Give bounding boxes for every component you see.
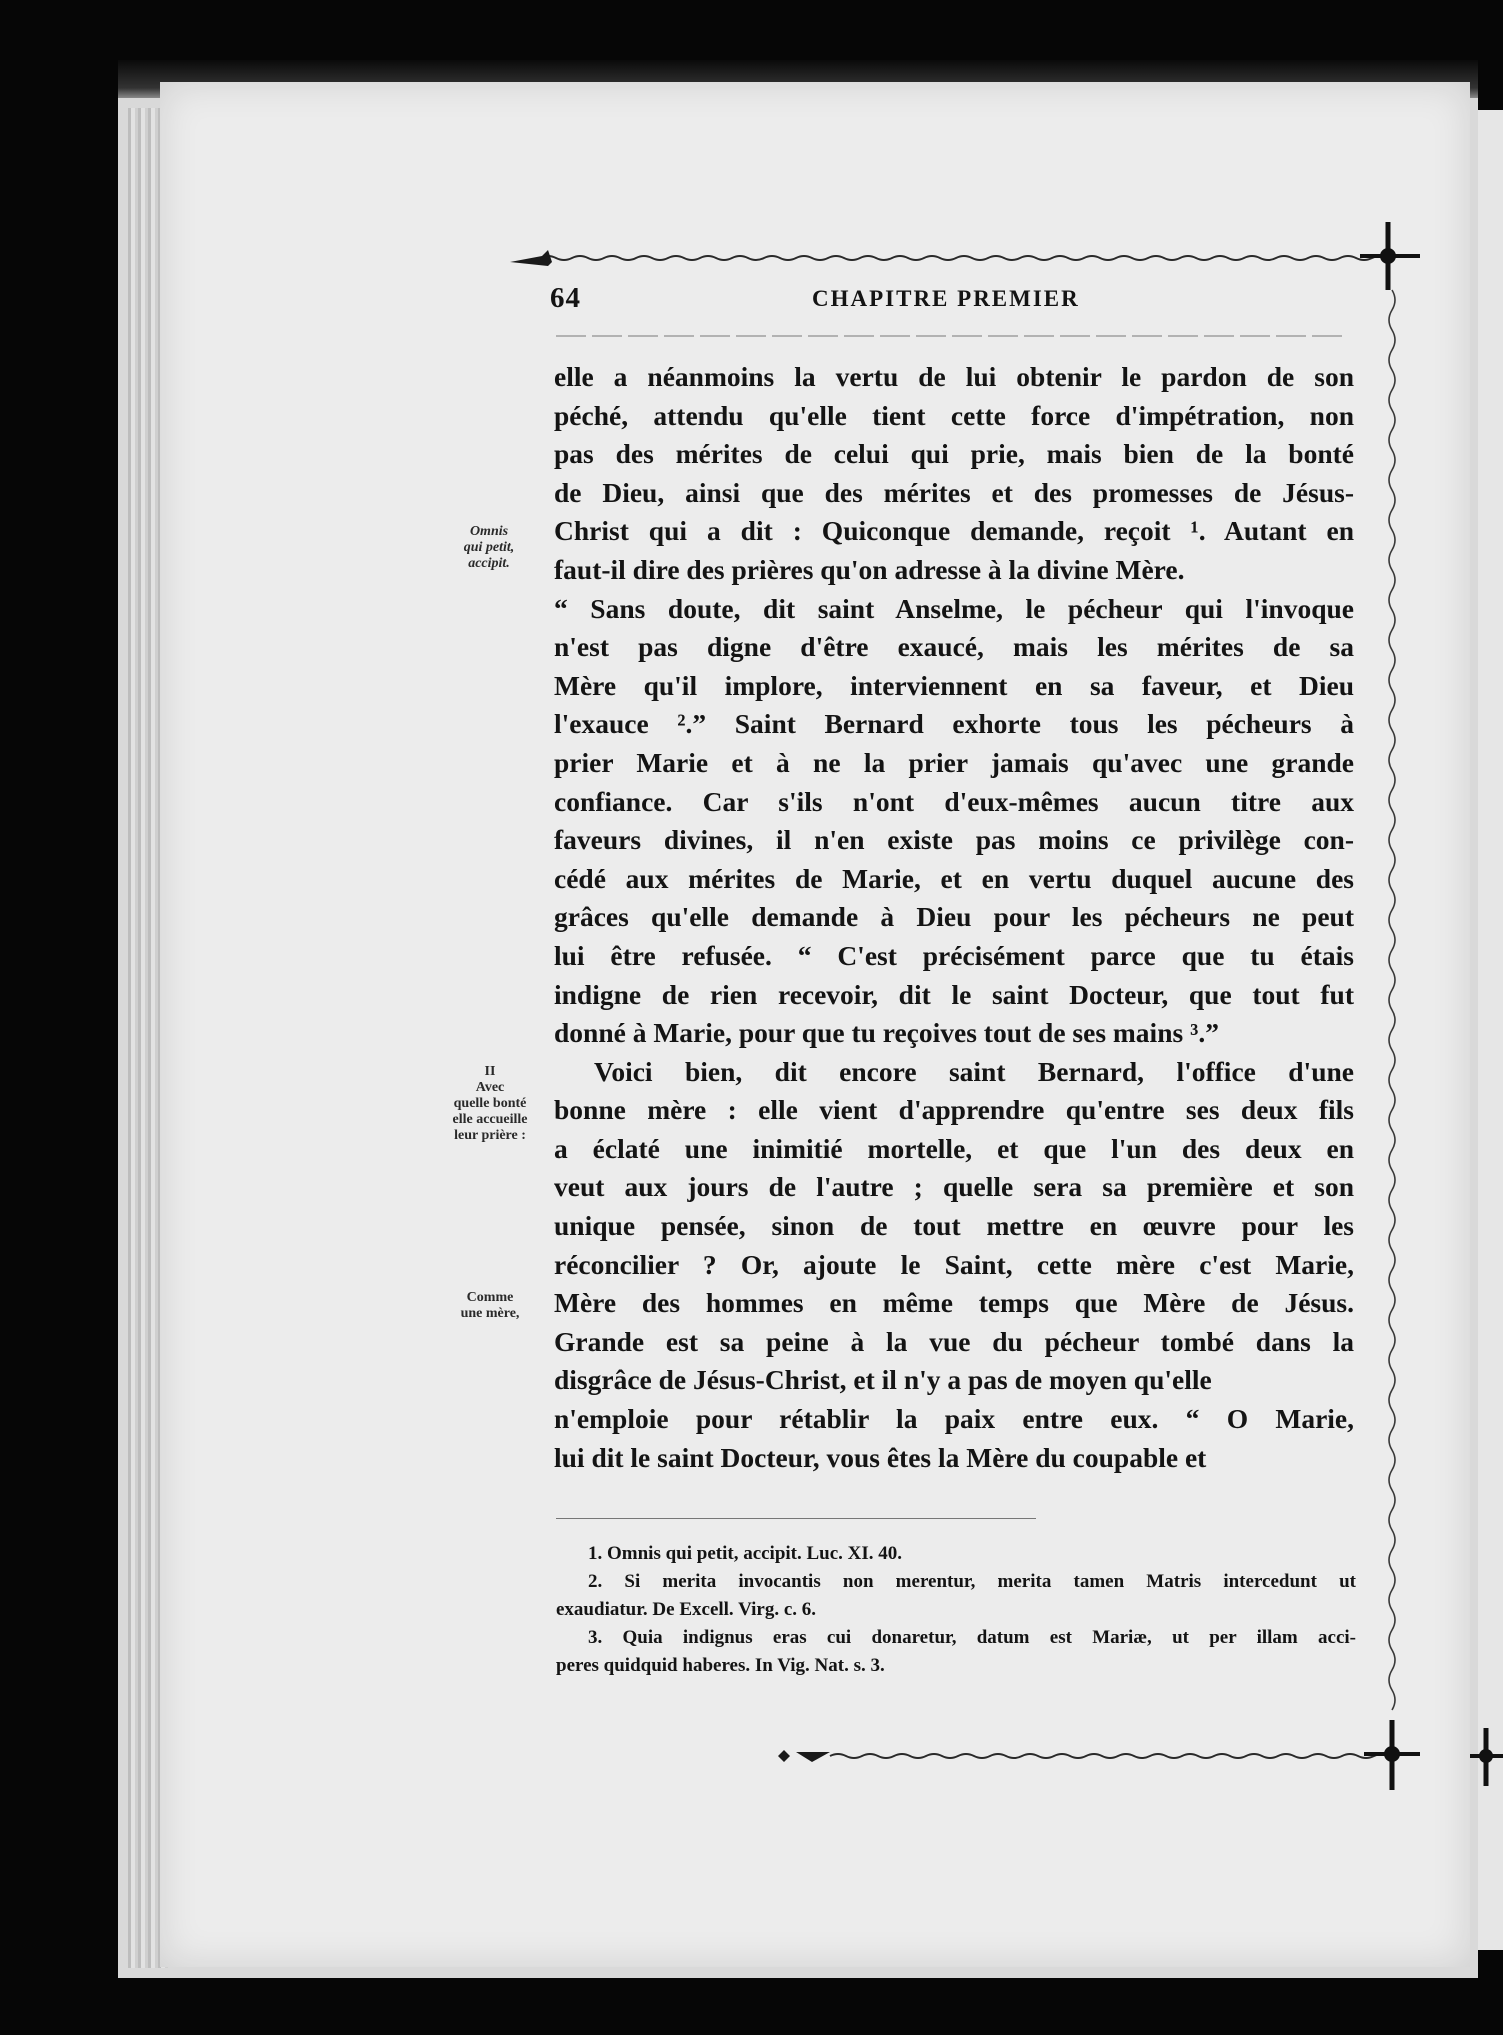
body-line: l'exauce ².” Saint Bernard exhorte tous les pécheurs à [554, 708, 1354, 740]
body-line: de Dieu, ainsi que des mérites et des promesses de Jésus- [554, 476, 1354, 508]
footnote-rule [556, 1518, 1036, 1520]
body-line: indigne de rien recevoir, dit le saint Docteur, que tout fut [554, 978, 1354, 1010]
facing-page-edge [1478, 110, 1503, 1950]
margin-note-line: une mère, [460, 1306, 520, 1321]
margin-note-line: II [484, 1064, 496, 1079]
body-line: Mère qu'il implore, interviennent en sa faveur, et Dieu [554, 669, 1354, 701]
footnote-3-line-1: 3. Quia indignus eras cui donaretur, datum est Mariæ, ut per illam acci- [588, 1627, 1356, 1648]
body-line: cédé aux mérites de Marie, et en vertu duquel aucune des [554, 862, 1354, 894]
margin-note-line: Omnis [469, 524, 509, 539]
body-line: péché, attendu qu'elle tient cette force d'impétration, non [554, 399, 1354, 431]
chapter-title: CHAPITRE PREMIER [812, 286, 1080, 311]
body-line: faut-il dire des prières qu'on adresse à la divine Mère. [554, 553, 1185, 585]
body-line: grâces qu'elle demande à Dieu pour les pécheurs ne peut [554, 901, 1354, 933]
margin-note-line: qui petit, [463, 540, 515, 555]
footnotes [556, 1540, 1356, 1680]
footnote-2-line-1: 2. Si merita invocantis non merentur, merita tamen Matris intercedunt ut [588, 1571, 1356, 1592]
body-line: unique pensée, sinon de tout mettre en œuvre pour les [554, 1210, 1354, 1242]
body-line: n'emploie pour rétablir la paix entre eux. “ O Marie, [554, 1403, 1354, 1435]
margin-note-avec [424, 1064, 556, 1144]
body-line: prier Marie et à ne la prier jamais qu'avec une grande [554, 746, 1354, 778]
body-line: lui dit le saint Docteur, vous êtes la Mère du coupable et [554, 1441, 1207, 1473]
body-line: Mère des hommes en même temps que Mère de Jésus. [554, 1287, 1354, 1319]
body-line: disgrâce de Jésus-Christ, et il n'y a pas de moyen qu'elle [554, 1364, 1212, 1396]
margin-note-line: Avec [475, 1080, 505, 1095]
body-line: “ Sans doute, dit saint Anselme, le pécheur qui l'invoque [554, 592, 1354, 624]
running-head [0, 282, 1503, 322]
margin-note-line: leur prière : [454, 1128, 526, 1143]
footnote-2-line-2: exaudiatur. De Excell. Virg. c. 6. [556, 1599, 816, 1620]
margin-note-line: elle accueille [452, 1112, 528, 1127]
margin-note-omnis [446, 524, 532, 572]
body-line: Grande est sa peine à la vue du pécheur tombé dans la [554, 1325, 1354, 1357]
margin-note-line: quelle bonté [453, 1096, 527, 1111]
footnote-1: 1. Omnis qui petit, accipit. Luc. XI. 40. [588, 1543, 903, 1564]
body-line: Christ qui a dit : Quiconque demande, reçoit ¹. Autant en [554, 515, 1354, 547]
body-line: bonne mère : elle vient d'apprendre qu'entre ses deux fils [554, 1094, 1354, 1126]
body-line: a éclaté une inimitié mortelle, et que l'un des deux en [554, 1132, 1354, 1164]
body-line: veut aux jours de l'autre ; quelle sera sa première et son [554, 1171, 1354, 1203]
body-line: elle a néanmoins la vertu de lui obtenir le pardon de son [554, 361, 1354, 392]
margin-note-line: Comme [466, 1290, 514, 1305]
body-line: confiance. Car s'ils n'ont d'eux-mêmes aucun titre aux [554, 785, 1354, 817]
body-text [554, 358, 1354, 1477]
margin-note-line: accipit. [468, 556, 510, 571]
body-line: n'est pas digne d'être exaucé, mais les mérites de sa [554, 631, 1354, 663]
body-line: pas des mérites de celui qui prie, mais bien de la bonté [554, 438, 1354, 470]
body-line: Voici bien, dit encore saint Bernard, l'office d'une [594, 1055, 1354, 1087]
footnote-3-line-2: peres quidquid haberes. In Vig. Nat. s. 3. [556, 1655, 885, 1676]
body-line: réconcilier ? Or, ajoute le Saint, cette mère c'est Marie, [554, 1248, 1354, 1280]
body-line: faveurs divines, il n'en existe pas moins ce privilège con- [554, 824, 1354, 856]
page-number: 64 [550, 282, 581, 314]
margin-note-comme [440, 1290, 540, 1322]
body-line: lui être refusée. “ C'est précisément parce que tu étais [554, 939, 1354, 971]
body-line: donné à Marie, pour que tu reçoives tout de ses mains ³.” [554, 1017, 1219, 1049]
